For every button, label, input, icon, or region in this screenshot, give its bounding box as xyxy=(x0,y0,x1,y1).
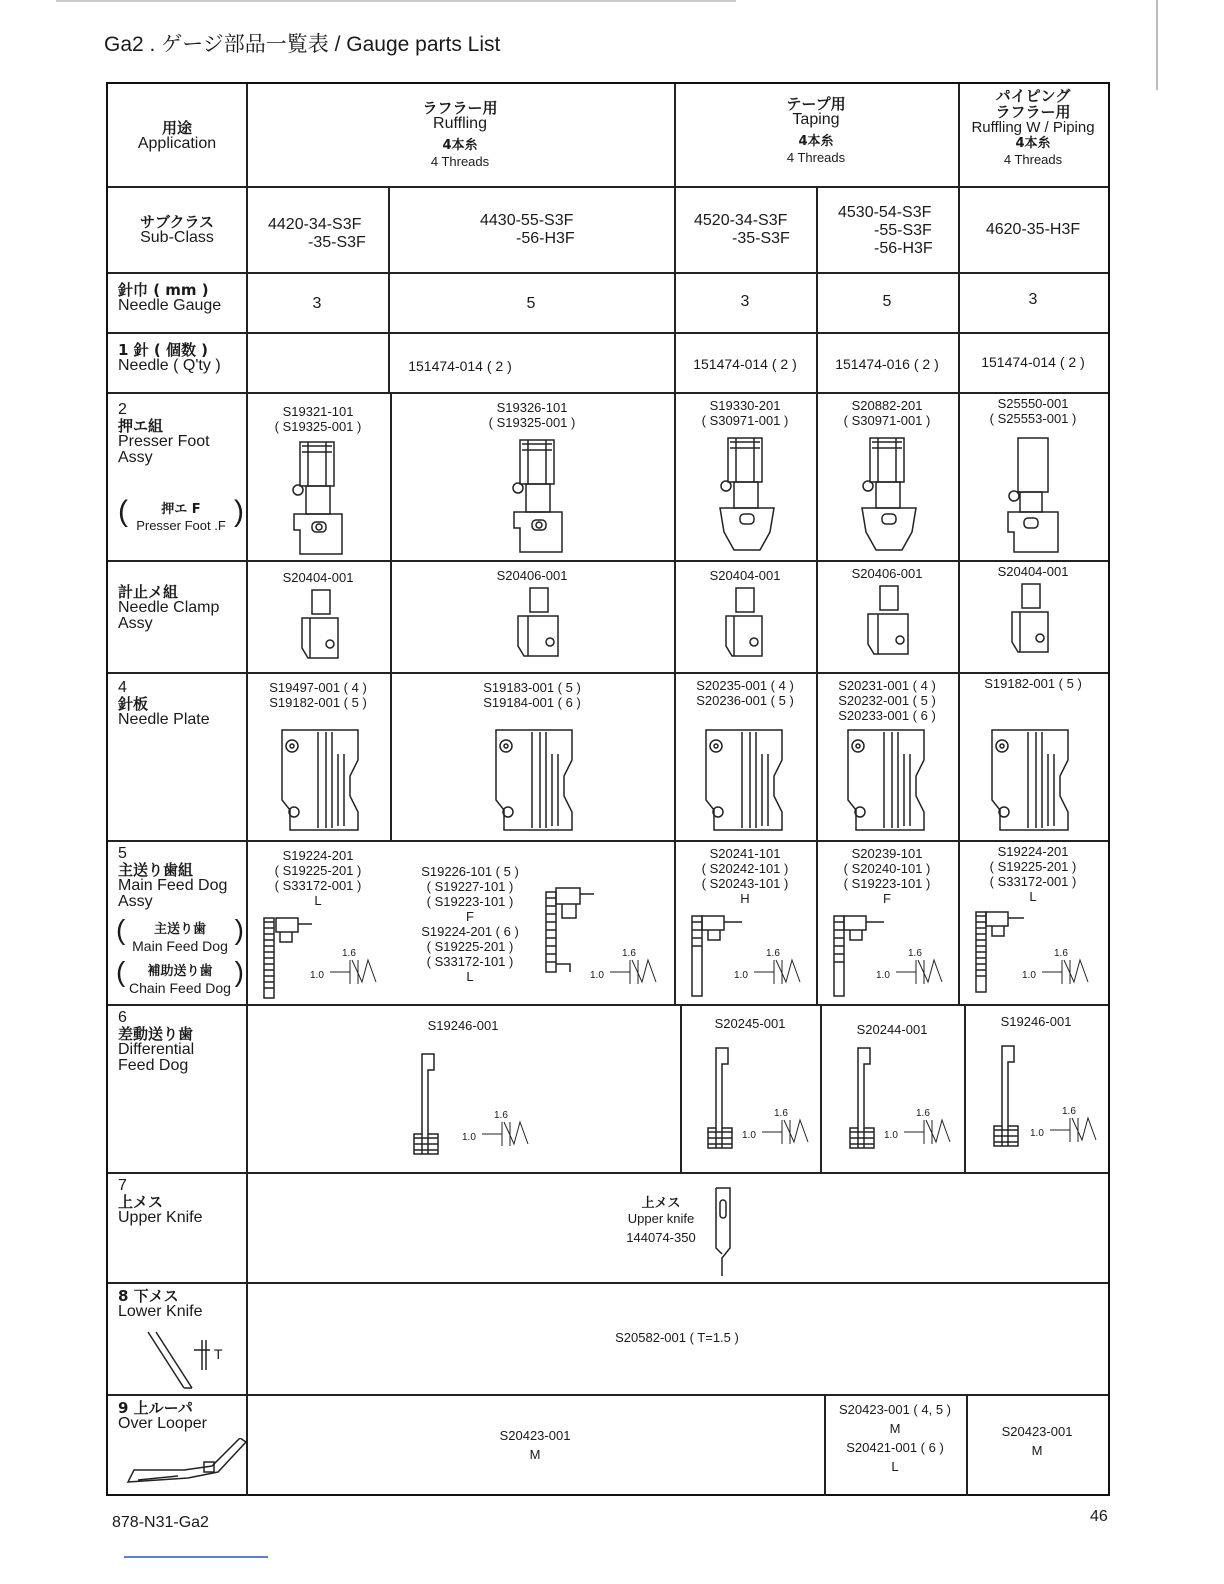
differential-feed-dog-illustration xyxy=(844,1044,884,1154)
clamp-c2: S20406-001 xyxy=(496,568,568,583)
looper-c123: S20423-001 M xyxy=(499,1428,571,1462)
diff-c4: S20244-001 xyxy=(856,1022,928,1037)
needle-plate-illustration xyxy=(844,724,932,834)
plate-c1: S19497-001 ( 4 ) S19182-001 ( 5 ) xyxy=(269,680,367,710)
needle-plate-illustration xyxy=(492,724,580,834)
gauge-parts-table xyxy=(106,82,1110,1496)
presser-label: 2 押エ組 Presser Foot Assy xyxy=(118,401,210,466)
dimension-marker: 1.6 1.0 xyxy=(742,1106,812,1146)
needle-plate-illustration xyxy=(702,724,790,834)
needle-plate-illustration xyxy=(278,724,366,834)
dimension-marker: 1.6 1.0 xyxy=(462,1108,532,1148)
feed-c5: S19224-201 ( S19225-201 ) ( S33172-001 ) L xyxy=(989,844,1077,904)
lower-knife-illustration xyxy=(144,1330,224,1392)
upper-knife-value: 上メス Upper knife 144074-350 xyxy=(626,1196,696,1245)
plate-c2: S19183-001 ( 5 ) S19184-001 ( 6 ) xyxy=(483,680,581,710)
dimension-marker: 1.6 1.0 xyxy=(1022,946,1092,986)
presser-c4: S20882-201 ( S30971-001 ) xyxy=(843,398,931,428)
gauge-c4: 5 xyxy=(882,293,892,310)
presser-foot-illustration xyxy=(1000,436,1066,554)
differential-feed-dog-illustration xyxy=(988,1042,1028,1152)
subclass-c1: 4420-34-S3F -35-S3F xyxy=(268,216,366,251)
feed-sub-chain: ( 補助送り歯 Chain Feed Dog ) xyxy=(116,956,244,996)
presser-c2: S19326-101 ( S19325-001 ) xyxy=(488,400,576,430)
diff-label: 6 差動送り歯 Differential Feed Dog xyxy=(118,1009,195,1074)
scan-edge xyxy=(1156,0,1158,90)
presser-sub-label: ( 押エ F Presser Foot .F ) xyxy=(118,495,244,533)
header-application: 用途 Application xyxy=(137,119,217,152)
lower-knife-label: 8 下メス Lower Knife xyxy=(118,1287,203,1320)
feed-sub-main: ( 主送り歯 Main Feed Dog ) xyxy=(116,914,244,954)
needle-c12: 151474-014 ( 2 ) xyxy=(408,358,512,374)
plate-c4: S20231-001 ( 4 ) S20232-001 ( 5 ) S20233-001 ( 6 ) xyxy=(838,678,936,723)
needle-clamp-illustration xyxy=(298,588,342,666)
diff-c5: S19246-001 xyxy=(1000,1014,1072,1029)
gauge-label: 針巾 ( mm ) Needle Gauge xyxy=(118,281,222,314)
lower-knife-value: S20582-001 ( T=1.5 ) xyxy=(615,1330,739,1345)
subclass-c5: 4620-35-H3F xyxy=(985,221,1081,238)
differential-feed-dog-illustration xyxy=(408,1050,448,1156)
dimension-marker: 1.6 1.0 xyxy=(876,946,946,986)
looper-c5: S20423-001 M xyxy=(1001,1424,1073,1458)
gauge-c2: 5 xyxy=(526,295,536,312)
looper-label: 9 上ルーパ Over Looper xyxy=(118,1399,207,1432)
gauge-c3: 3 xyxy=(740,293,750,310)
clamp-c1: S20404-001 xyxy=(282,570,354,585)
looper-c4: S20423-001 ( 4, 5 ) M S20421-001 ( 6 ) L xyxy=(838,1402,952,1474)
presser-foot-illustration xyxy=(506,438,572,556)
over-looper-illustration xyxy=(124,1438,248,1492)
diff-c12: S19246-001 xyxy=(427,1018,499,1033)
needle-c4: 151474-016 ( 2 ) xyxy=(835,356,939,372)
presser-c1: S19321-101 ( S19325-001 ) xyxy=(274,404,362,434)
header-ruffling: ラフラー用 Ruffling 4本糸 4 Threads xyxy=(422,99,498,169)
feed-c4: S20239-101 ( S20240-101 ) ( S19223-101 ) F xyxy=(843,846,931,906)
presser-foot-illustration xyxy=(286,440,352,558)
feed-c1: S19224-201 ( S19225-201 ) ( S33172-001 ) L xyxy=(274,848,362,908)
diff-c3: S20245-001 xyxy=(714,1016,786,1031)
dimension-marker: 1.6 1.0 xyxy=(310,946,380,986)
plate-c5: S19182-001 ( 5 ) xyxy=(984,676,1082,691)
needle-clamp-illustration xyxy=(1008,582,1052,660)
needle-c5: 151474-014 ( 2 ) xyxy=(981,354,1085,370)
dimension-marker: 1.6 1.0 xyxy=(734,946,804,986)
subclass-c4: 4530-54-S3F -55-S3F -56-H3F xyxy=(838,204,933,257)
differential-feed-dog-illustration xyxy=(702,1044,742,1154)
presser-c5: S25550-001 ( S25553-001 ) xyxy=(989,396,1077,426)
presser-c3: S19330-201 ( S30971-001 ) xyxy=(701,398,789,428)
page-title: Ga2 . ゲージ部品一覧表 / Gauge parts List xyxy=(104,33,501,56)
dimension-marker: 1.6 1.0 xyxy=(1030,1104,1100,1144)
needle-clamp-illustration xyxy=(722,586,766,664)
presser-foot-illustration xyxy=(856,436,922,554)
lower-knife-t: T xyxy=(214,1346,223,1362)
feed-label: 5 主送り歯組 Main Feed Dog Assy xyxy=(118,845,228,910)
upper-knife-illustration xyxy=(712,1184,736,1280)
needle-clamp-illustration xyxy=(514,586,562,664)
document-code: 878-N31-Ga2 xyxy=(112,1514,209,1531)
dimension-marker: 1.6 1.0 xyxy=(884,1106,954,1146)
presser-foot-illustration xyxy=(714,436,780,554)
upper-knife-label: 7 上メス Upper Knife xyxy=(118,1177,203,1226)
plate-c3: S20235-001 ( 4 ) S20236-001 ( 5 ) xyxy=(696,678,794,708)
header-taping: テープ用 Taping 4本糸 4 Threads xyxy=(786,95,846,165)
needle-label: 1 針 ( 個数 ) Needle ( Q'ty ) xyxy=(118,341,221,374)
page-number: 46 xyxy=(1090,1508,1108,1525)
subclass-label: サブクラス Sub-Class xyxy=(139,213,215,246)
subclass-c2: 4430-55-S3F -56-H3F xyxy=(480,212,575,247)
gauge-c1: 3 xyxy=(312,295,322,312)
dimension-marker: 1.6 1.0 xyxy=(590,946,660,986)
scan-mark xyxy=(124,1556,268,1558)
needle-plate-illustration xyxy=(988,724,1076,834)
feed-c2: S19226-101 ( 5 ) ( S19227-101 ) ( S19223-101 ) F S19224-201 ( 6 ) ( S19225-201 ) ( S33172-101 ) L xyxy=(421,864,519,984)
gauge-c5: 3 xyxy=(1028,291,1038,308)
header-piping: パイピング ラフラー用 Ruffling W / Piping 4本糸 4 Threads xyxy=(971,87,1095,167)
clamp-c4: S20406-001 xyxy=(851,566,923,581)
clamp-label: 計止メ組 Needle Clamp Assy xyxy=(118,583,220,632)
clamp-c3: S20404-001 xyxy=(709,568,781,583)
plate-label: 4 針板 Needle Plate xyxy=(118,679,210,728)
needle-c3: 151474-014 ( 2 ) xyxy=(693,356,797,372)
feed-c3: S20241-101 ( S20242-101 ) ( S20243-101 ) H xyxy=(701,846,789,906)
needle-clamp-illustration xyxy=(864,584,912,662)
scan-edge xyxy=(56,0,736,2)
subclass-c3: 4520-34-S3F -35-S3F xyxy=(694,212,790,247)
clamp-c5: S20404-001 xyxy=(997,564,1069,579)
